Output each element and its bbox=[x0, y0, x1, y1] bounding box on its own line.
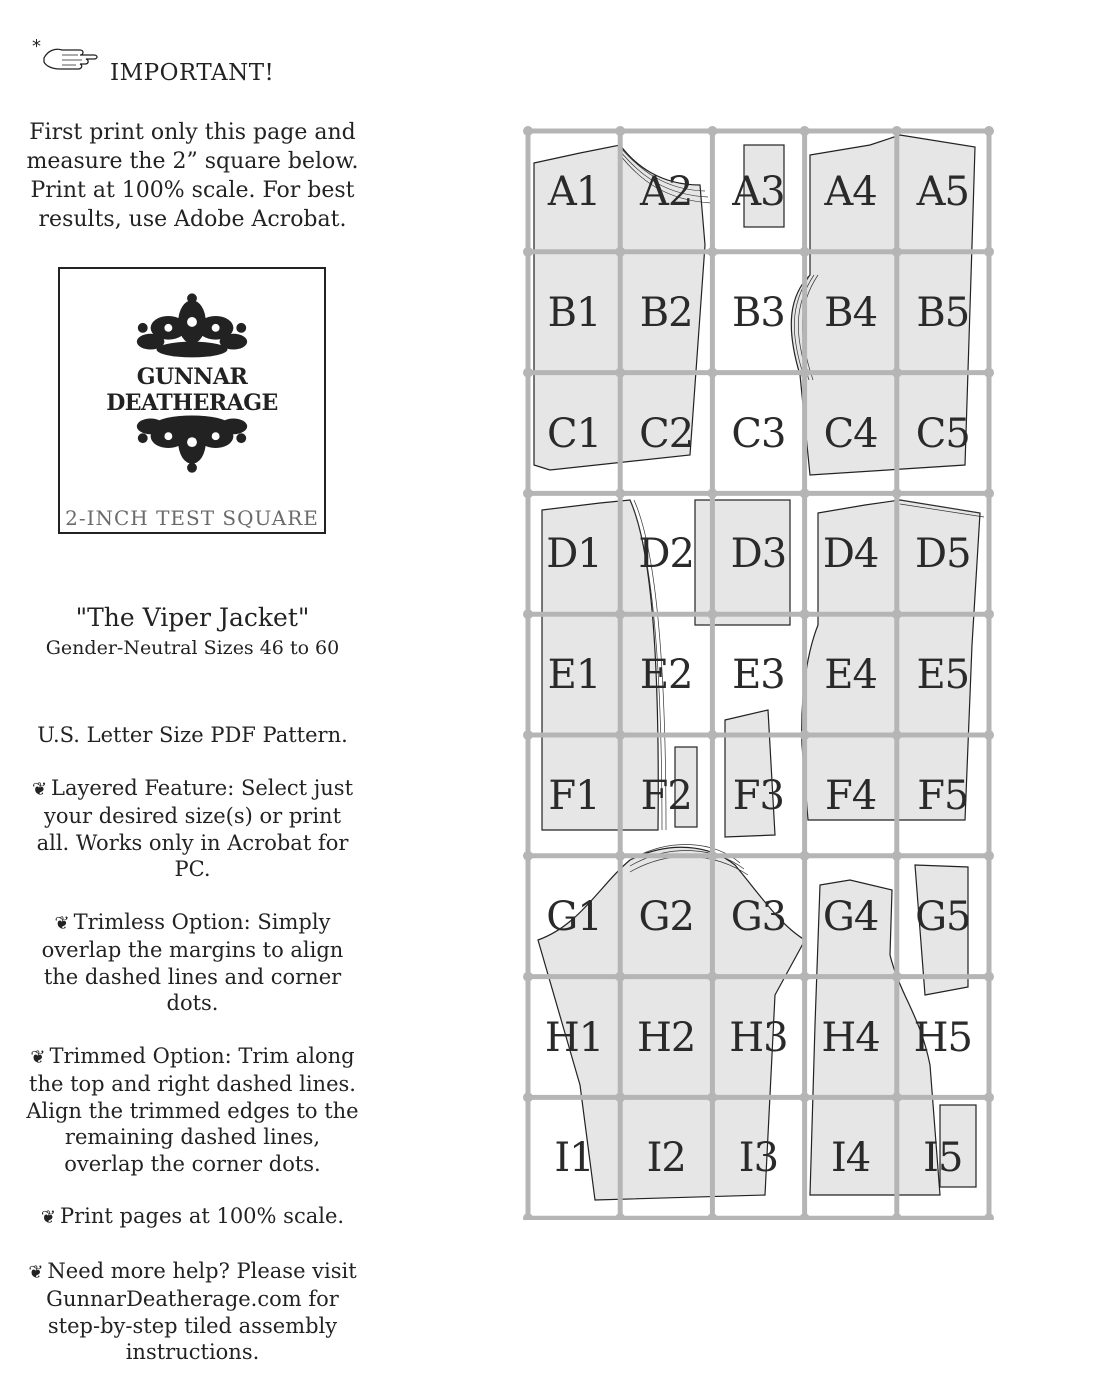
tile-label: A1 bbox=[547, 169, 601, 215]
corner-dot bbox=[615, 972, 625, 982]
corner-dot bbox=[984, 609, 994, 619]
corner-dot bbox=[892, 1092, 902, 1102]
corner-dot bbox=[892, 488, 902, 498]
tile-label: I2 bbox=[646, 1135, 686, 1182]
tile-label: C5 bbox=[915, 410, 970, 457]
corner-dot bbox=[984, 488, 994, 498]
tile-label: F4 bbox=[824, 773, 877, 819]
corner-dot bbox=[800, 488, 810, 498]
corner-dot bbox=[984, 126, 994, 136]
corner-dot bbox=[615, 1092, 625, 1102]
tile-label: B1 bbox=[547, 289, 601, 336]
tile-label: C2 bbox=[639, 410, 694, 457]
tile-label: E2 bbox=[639, 652, 693, 699]
corner-dot bbox=[615, 368, 625, 378]
corner-dot bbox=[800, 972, 810, 982]
tile-label: A4 bbox=[824, 169, 877, 215]
corner-dot bbox=[984, 1213, 994, 1220]
tile-label: D4 bbox=[822, 531, 879, 578]
corner-dot bbox=[707, 1092, 717, 1102]
tile-label: G3 bbox=[730, 893, 787, 940]
tile-label: H2 bbox=[637, 1014, 696, 1061]
leaf-bullet-icon: ❦ bbox=[40, 1207, 57, 1228]
corner-dot bbox=[892, 368, 902, 378]
corner-dot bbox=[800, 1213, 810, 1220]
corner-dot bbox=[615, 247, 625, 257]
corner-dot bbox=[800, 851, 810, 861]
corner-dot bbox=[800, 609, 810, 619]
tile-label: F2 bbox=[640, 773, 692, 819]
corner-dot bbox=[800, 368, 810, 378]
corner-dot bbox=[800, 1092, 810, 1102]
tile-label: A5 bbox=[916, 169, 969, 215]
leaf-bullet-icon: ❦ bbox=[54, 912, 70, 934]
corner-dot bbox=[707, 488, 717, 498]
test-square bbox=[58, 267, 326, 534]
corner-dot bbox=[892, 972, 902, 982]
corner-dot bbox=[892, 730, 902, 740]
corner-dot bbox=[984, 851, 994, 861]
corner-dot bbox=[615, 1213, 625, 1220]
corner-dot bbox=[707, 247, 717, 257]
note-trimless: ❦ Trimless Option: Simply overlap the margins to align the dashed lines and corner dots. bbox=[41, 909, 344, 1015]
important-heading: IMPORTANT! bbox=[110, 60, 275, 86]
tile-label: G4 bbox=[822, 893, 879, 940]
tile-label: E3 bbox=[732, 652, 785, 699]
tile-label: I5 bbox=[923, 1135, 963, 1182]
tile-label: A3 bbox=[732, 169, 785, 215]
corner-dot bbox=[707, 730, 717, 740]
test-square-label: 2-INCH TEST SQUARE bbox=[65, 506, 319, 530]
note-help: ❦ Need more help? Please visit GunnarDeatherage.com for step-by-step tiled assembly instructions. bbox=[28, 1258, 357, 1364]
corner-dot bbox=[707, 972, 717, 982]
pointing-hand-icon bbox=[32, 36, 104, 76]
corner-dot bbox=[800, 730, 810, 740]
tile-label: F3 bbox=[732, 773, 784, 819]
corner-dot bbox=[984, 972, 994, 982]
svg-text:*: * bbox=[32, 36, 41, 57]
corner-dot bbox=[523, 488, 533, 498]
corner-dot bbox=[707, 609, 717, 619]
tile-label: B5 bbox=[916, 289, 970, 336]
corner-dot bbox=[523, 247, 533, 257]
tile-label: I1 bbox=[554, 1135, 594, 1182]
tile-label: E5 bbox=[916, 652, 970, 699]
tile-label: F5 bbox=[917, 773, 969, 819]
tile-label: B2 bbox=[639, 289, 693, 336]
tile-label: H5 bbox=[913, 1014, 972, 1061]
corner-dot bbox=[615, 851, 625, 861]
corner-dot bbox=[984, 368, 994, 378]
tile-label: E4 bbox=[824, 652, 877, 699]
tile-label: I4 bbox=[830, 1135, 871, 1182]
corner-dot bbox=[523, 1213, 533, 1220]
corner-dot bbox=[615, 488, 625, 498]
corner-dot bbox=[984, 730, 994, 740]
tile-assembly-map bbox=[520, 125, 995, 1220]
tile-label: A2 bbox=[640, 169, 693, 215]
corner-dot bbox=[800, 126, 810, 136]
corner-dot bbox=[707, 851, 717, 861]
tile-label: G2 bbox=[638, 893, 694, 940]
corner-dot bbox=[615, 730, 625, 740]
tile-label: D3 bbox=[730, 531, 787, 578]
pattern-title: "The Viper Jacket" bbox=[75, 603, 310, 632]
corner-dot bbox=[892, 1213, 902, 1220]
note-format: U.S. Letter Size PDF Pattern. bbox=[37, 723, 348, 747]
tile-label: C1 bbox=[546, 410, 602, 457]
corner-dot bbox=[523, 609, 533, 619]
tile-label: D5 bbox=[915, 531, 971, 578]
notes-list bbox=[25, 722, 360, 1392]
corner-dot bbox=[984, 247, 994, 257]
tile-label: F1 bbox=[548, 773, 600, 819]
corner-dot bbox=[984, 1092, 994, 1102]
tile-label: C3 bbox=[731, 410, 786, 457]
corner-dot bbox=[707, 126, 717, 136]
leaf-bullet-icon: ❦ bbox=[28, 1261, 44, 1283]
intro-text: First print only this page and measure the 2” square below. Print at 100% scale. For best results, use Adobe Acrobat. bbox=[26, 120, 359, 232]
corner-dot bbox=[523, 972, 533, 982]
corner-dot bbox=[523, 368, 533, 378]
tile-label: B3 bbox=[731, 289, 785, 336]
tile-grid bbox=[520, 125, 995, 1220]
tile-label: G1 bbox=[546, 893, 602, 940]
corner-dot bbox=[892, 126, 902, 136]
corner-dot bbox=[707, 368, 717, 378]
tile-label: D2 bbox=[638, 531, 694, 578]
corner-dot bbox=[892, 609, 902, 619]
tile-label: E1 bbox=[547, 652, 601, 699]
corner-dot bbox=[615, 609, 625, 619]
pattern-subtitle: Gender-Neutral Sizes 46 to 60 bbox=[45, 637, 340, 659]
corner-dot bbox=[707, 1213, 717, 1220]
tile-label: H4 bbox=[821, 1014, 880, 1061]
corner-dot bbox=[892, 247, 902, 257]
brand-name: GUNNAR DEATHERAGE bbox=[106, 364, 278, 416]
tile-label: I3 bbox=[738, 1135, 779, 1182]
leaf-bullet-icon: ❦ bbox=[31, 778, 48, 800]
corner-dot bbox=[800, 247, 810, 257]
corner-dot bbox=[523, 1092, 533, 1102]
corner-dot bbox=[523, 730, 533, 740]
note-layered: ❦ Layered Feature: Select just your desired size(s) or print all. Works only in Acrobat for PC. bbox=[31, 775, 354, 881]
tile-label: D1 bbox=[546, 531, 602, 578]
tile-label: G5 bbox=[915, 893, 971, 940]
corner-dot bbox=[892, 851, 902, 861]
corner-dot bbox=[615, 126, 625, 136]
tile-label: B4 bbox=[824, 289, 878, 336]
corner-dot bbox=[523, 851, 533, 861]
note-scale: ❦ Print pages at 100% scale. bbox=[40, 1204, 345, 1228]
tile-label: C4 bbox=[823, 410, 878, 457]
tile-label: H3 bbox=[729, 1014, 788, 1061]
leaf-bullet-icon: ❦ bbox=[30, 1046, 46, 1068]
instructions-panel bbox=[0, 0, 385, 1366]
corner-dot bbox=[523, 126, 533, 136]
note-trimmed: ❦ Trimmed Option: Trim along the top and right dashed lines. Align the trimmed edges to the remaining dashed lines, overlap the corner dots. bbox=[26, 1043, 359, 1176]
tile-label: H1 bbox=[544, 1014, 604, 1061]
